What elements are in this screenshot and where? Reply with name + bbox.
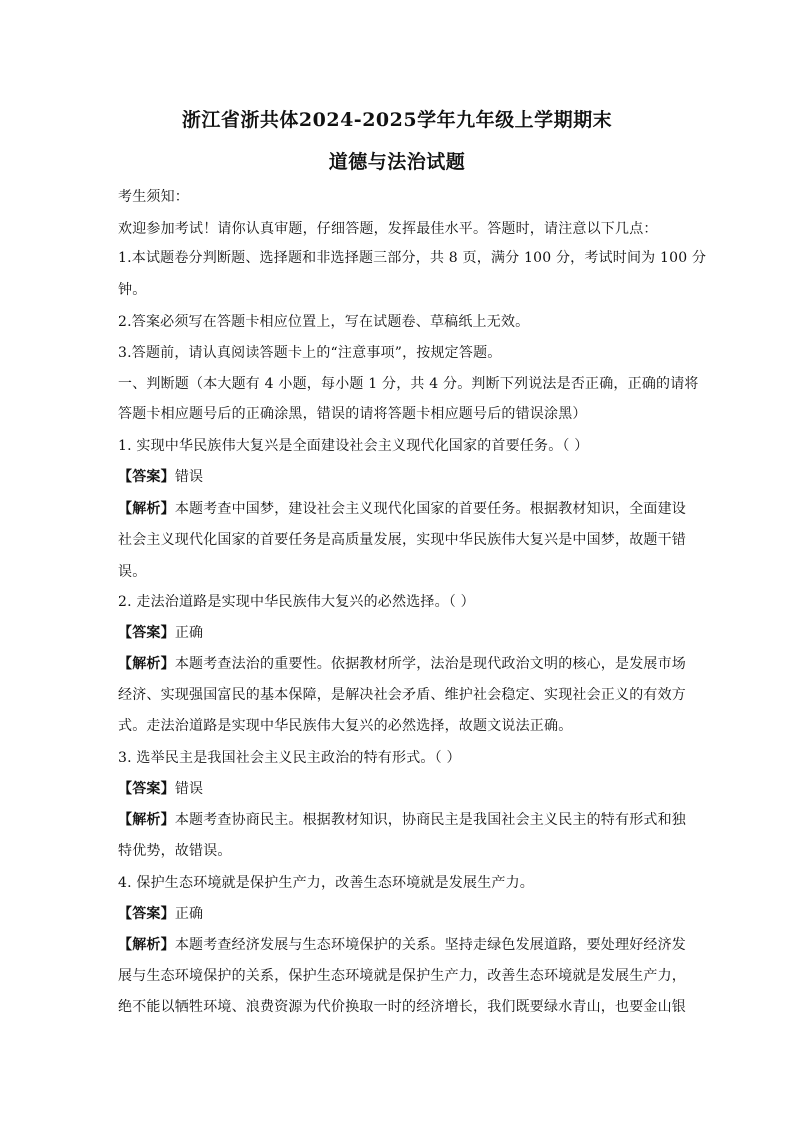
answer-tag: 【答案】: [118, 469, 175, 485]
question-1-answer: [118, 468, 203, 486]
answer-value: 正确: [174, 625, 204, 641]
question-4-stem: 4. 保护生态环境就是保护生产力，改善生态环境就是发展生产力。: [118, 875, 535, 891]
analysis-text: 本题考查协商民主。根据教材知识，协商民主是我国社会主义民主的特有形式和独: [174, 812, 687, 828]
question-2-answer: [118, 624, 203, 642]
section-heading: 一、判断题（本大题有 4 小题，每小题 1 分，共 4 分。判断下列说法是否正确，正确的请将: [118, 376, 699, 392]
analysis-tag: 【解析】: [118, 656, 175, 672]
question-2-analysis-line-3: 式。走法治道路是实现中华民族伟大复兴的必然选择，故题文说法正确。: [118, 718, 573, 734]
question-4-analysis-line-2: 展与生态环境保护的关系，保护生态环境就是保护生产力，改善生态环境就是发展生产力，: [118, 968, 686, 984]
analysis-tag: 【解析】: [118, 937, 175, 953]
question-2-analysis: [118, 655, 686, 673]
answer-tag: 【答案】: [118, 906, 175, 922]
question-3-analysis-line-2: 特优势，故错误。: [118, 843, 232, 859]
analysis-tag: 【解析】: [118, 501, 175, 517]
answer-tag: 【答案】: [118, 625, 175, 641]
question-1-analysis: [118, 500, 686, 518]
exam-title: 浙江省浙共体2024-2025学年九年级上学期期末: [181, 109, 613, 131]
exam-subtitle: 道德与法治试题: [328, 151, 466, 173]
notice-item-1: 1.本试题卷分判断题、选择题和非选择题三部分，共 8 页，满分 100 分，考试时间为 100 分: [118, 250, 707, 266]
question-1-stem: 1. 实现中华民族伟大复兴是全面建设社会主义现代化国家的首要任务。（ ）: [118, 438, 589, 454]
question-2-stem: 2. 走法治道路是实现中华民族伟大复兴的必然选择。（ ）: [118, 594, 475, 610]
answer-value: 正确: [174, 906, 204, 922]
question-4-analysis-line-3: 绝不能以牺牲环境、浪费资源为代价换取一时的经济增长，我们既要绿水青山，也要金山银: [118, 999, 686, 1015]
question-3-analysis: [118, 811, 686, 829]
notice-item-1-cont: 钟。: [118, 282, 147, 298]
section-heading-cont: 答题卡相应题号后的正确涂黑，错误的请将答题卡相应题号后的错误涂黑）: [118, 406, 587, 422]
question-3-answer: [118, 780, 203, 798]
analysis-tag: 【解析】: [118, 812, 175, 828]
question-1-analysis-line-3: 误。: [118, 564, 147, 580]
notice-item-2: 2.答案必须写在答题卡相应位置上，写在试题卷、草稿纸上无效。: [118, 314, 530, 330]
analysis-text: 本题考查法治的重要性。依据教材所学，法治是现代政治文明的核心，是发展市场: [174, 656, 687, 672]
question-2-analysis-line-2: 经济、实现强国富民的基本保障，是解决社会矛盾、维护社会稳定、实现社会正义的有效方: [118, 687, 686, 703]
answer-value: 错误: [174, 469, 204, 485]
notice-item-3: 3.答题前，请认真阅读答题卡上的“注意事项”，按规定答题。: [118, 345, 502, 361]
question-4-analysis: [118, 936, 686, 954]
analysis-text: 本题考查中国梦，建设社会主义现代化国家的首要任务。根据教材知识，全面建设: [174, 501, 687, 517]
question-1-analysis-line-2: 社会主义现代化国家的首要任务是高质量发展，实现中华民族伟大复兴是中国梦，故题干错: [118, 532, 686, 548]
notice-intro: 欢迎参加考试！请你认真审题，仔细答题，发挥最佳水平。答题时，请注意以下几点：: [118, 221, 658, 237]
answer-tag: 【答案】: [118, 781, 175, 797]
notice-heading: 考生须知：: [118, 189, 189, 205]
analysis-text: 本题考查经济发展与生态环境保护的关系。坚持走绿色发展道路，要处理好经济发: [174, 937, 687, 953]
answer-value: 错误: [174, 781, 204, 797]
question-4-answer: [118, 905, 203, 923]
question-3-stem: 3. 选举民主是我国社会主义民主政治的特有形式。（ ）: [118, 750, 461, 766]
